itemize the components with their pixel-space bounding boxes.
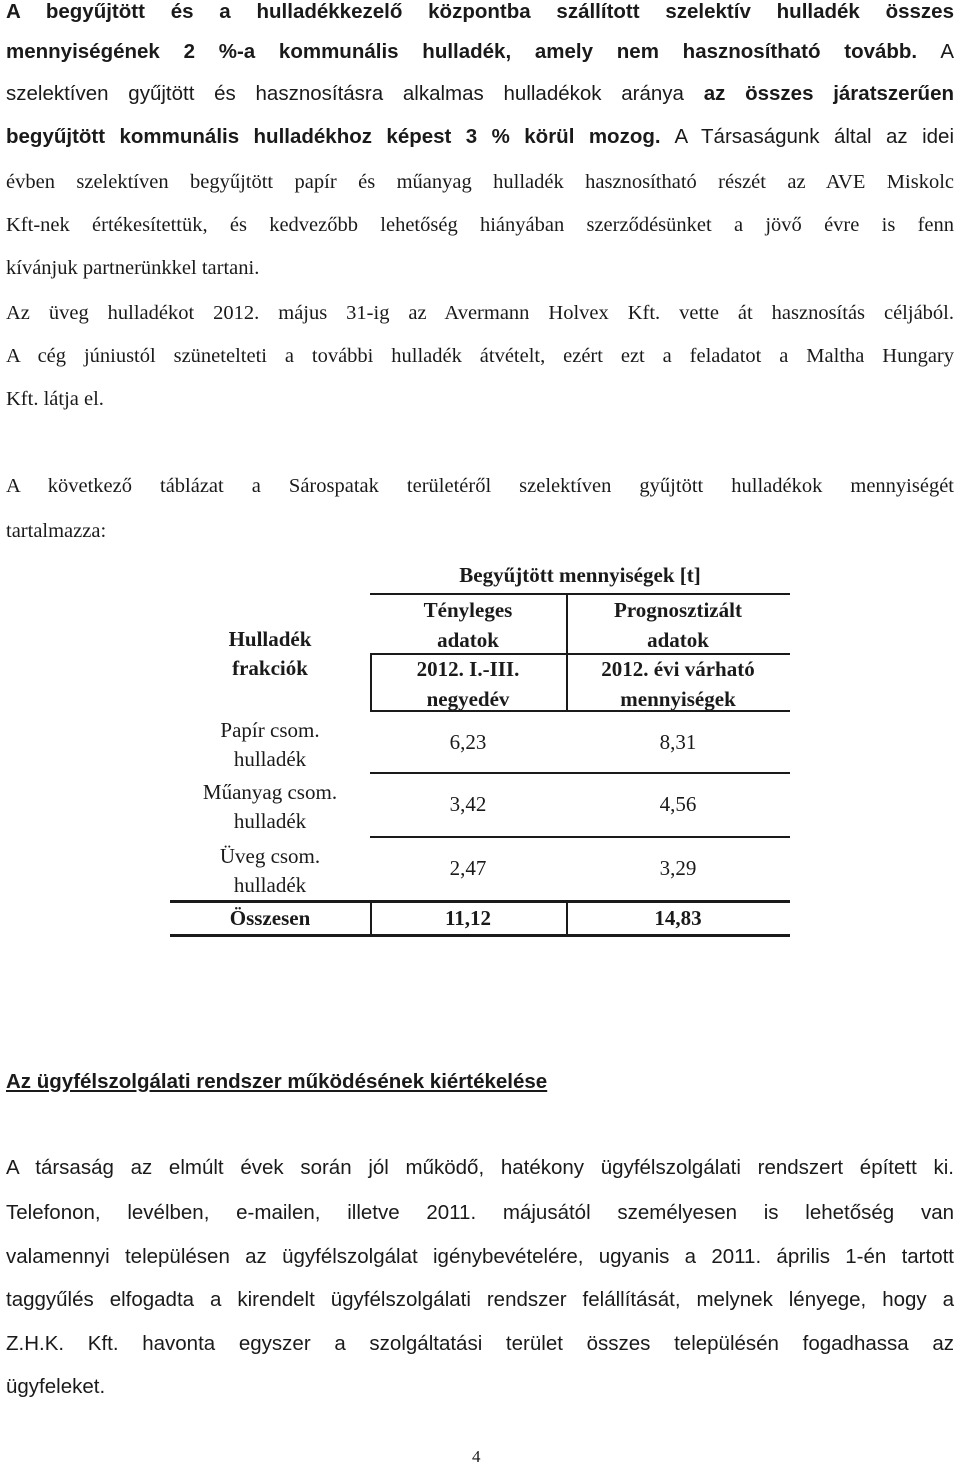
divider xyxy=(566,593,568,653)
intro-line-4 xyxy=(6,125,954,149)
intro-line-5: évben szelektíven begyűjtött papír és műanyag hulladék hasznosítható részét az AVE Miskolc xyxy=(6,171,954,193)
section-line-6: ügyfeleket. xyxy=(6,1375,106,1398)
header-fractions xyxy=(170,625,370,683)
divider xyxy=(370,653,372,710)
intro-line-6: Kft-nek értékesítettük, és kedvezőbb lehetőség hiányában szerződésünket a jövő évre is fenn xyxy=(6,214,954,236)
header-actual xyxy=(370,596,566,714)
section-heading: Az ügyfélszolgálati rendszer működésének kiértékelése xyxy=(6,1070,548,1093)
row-label xyxy=(170,778,370,836)
intro-line-3-bold: az összes járatszerűen xyxy=(703,82,954,105)
header-actual-line-1: Tényleges xyxy=(423,598,513,622)
divider xyxy=(370,710,790,712)
intro-line-3 xyxy=(6,82,954,106)
header-fractions-line-2: frakciók xyxy=(232,656,308,680)
header-forecast xyxy=(566,596,790,714)
total-forecast-value: 14,83 xyxy=(654,906,702,930)
divider xyxy=(566,653,568,710)
section-line-4: taggyűlés elfogadta a kirendelt ügyfélszolgálati rendszer felállítását, melynek lényege, hogy a xyxy=(6,1288,954,1311)
row-label-line: Papír csom. xyxy=(220,718,320,742)
header-forecast-line-4: mennyiségek xyxy=(620,686,736,711)
header-actual-line-4: negyedév xyxy=(426,686,510,711)
divider xyxy=(370,902,372,935)
intro-line-2 xyxy=(6,40,954,64)
intro-line-9: A cég júniustól szünetelteti a további hulladék átvételt, ezért ezt a feladatot a Maltha Hungary xyxy=(6,345,954,367)
divider xyxy=(170,900,790,903)
row-label-line: hulladék xyxy=(233,873,307,897)
row-forecast-value: 4,56 xyxy=(659,792,697,816)
section-line-3: valamennyi településen az ügyfélszolgálat igénybevételére, ugyanis a 2011. április 1-én tartott xyxy=(6,1245,954,1268)
divider xyxy=(566,902,568,935)
divider xyxy=(170,934,790,937)
row-label xyxy=(170,716,370,774)
row-label xyxy=(170,842,370,900)
row-forecast-value: 8,31 xyxy=(659,730,697,754)
section-line-2: Telefonon, levélben, e-mailen, illetve 2011. májusától személyesen is lehetőség van xyxy=(6,1201,954,1224)
intro-line-2-tail: A xyxy=(940,40,955,63)
intro-line-8: Az üveg hulladékot 2012. május 31-ig az Avermann Holvex Kft. vette át hasznosítás céljából. xyxy=(6,302,954,324)
intro-line-2-bold: mennyiségének 2 %-a kommunális hulladék, amely nem hasznosítható tovább. xyxy=(6,40,918,63)
row-actual-value: 6,23 xyxy=(449,730,487,754)
page-number: 4 xyxy=(472,1447,481,1466)
row-label-line: Üveg csom. xyxy=(219,844,321,868)
row-actual-value: 3,42 xyxy=(449,792,487,816)
divider xyxy=(370,593,790,595)
row-label-line: hulladék xyxy=(233,809,307,833)
total-label: Összesen xyxy=(229,906,311,930)
table-intro-line-2: tartalmazza: xyxy=(6,520,107,542)
divider xyxy=(370,772,790,774)
divider xyxy=(370,653,790,655)
intro-line-4-bold: begyűjtött kommunális hulladékhoz képest 3 % körül mozog. xyxy=(6,125,661,148)
header-actual-line-3: 2012. I.-III. xyxy=(416,657,520,681)
intro-line-4-tail: A Társaságunk által az idei xyxy=(674,125,954,148)
row-actual-value: 2,47 xyxy=(449,856,487,880)
header-fractions-line-1: Hulladék xyxy=(228,627,312,651)
header-forecast-line-1: Prognosztizált xyxy=(614,598,742,622)
total-actual-value: 11,12 xyxy=(444,906,492,930)
row-forecast-value: 3,29 xyxy=(659,856,697,880)
section-line-5: Z.H.K. Kft. havonta egyszer a szolgáltatási terület összes településén fogadhassa az xyxy=(6,1332,954,1355)
header-forecast-line-2: adatok xyxy=(647,627,709,652)
intro-line-10: Kft. látja el. xyxy=(6,388,104,410)
header-forecast-line-3: 2012. évi várható xyxy=(601,657,755,681)
table-super-header: Begyűjtött mennyiségek [t] xyxy=(459,563,701,587)
intro-line-7: kívánjuk partnerünkkel tartani. xyxy=(6,257,260,279)
intro-line-3-normal: szelektíven gyűjtött és hasznosításra alkalmas hulladékok aránya xyxy=(6,82,684,105)
header-actual-line-2: adatok xyxy=(437,627,499,652)
divider xyxy=(370,836,790,838)
row-label-line: hulladék xyxy=(233,747,307,771)
table-intro-line-1: A következő táblázat a Sárospatak területéről szelektíven gyűjtött hulladékok mennyiségét xyxy=(6,475,954,497)
row-label-line: Műanyag csom. xyxy=(202,780,338,804)
intro-line-1: A begyűjtött és a hulladékkezelő központba szállított szelektív hulladék összes xyxy=(6,0,954,23)
section-line-1: A társaság az elmúlt évek során jól működő, hatékony ügyfélszolgálati rendszert épített ki. xyxy=(6,1156,954,1179)
